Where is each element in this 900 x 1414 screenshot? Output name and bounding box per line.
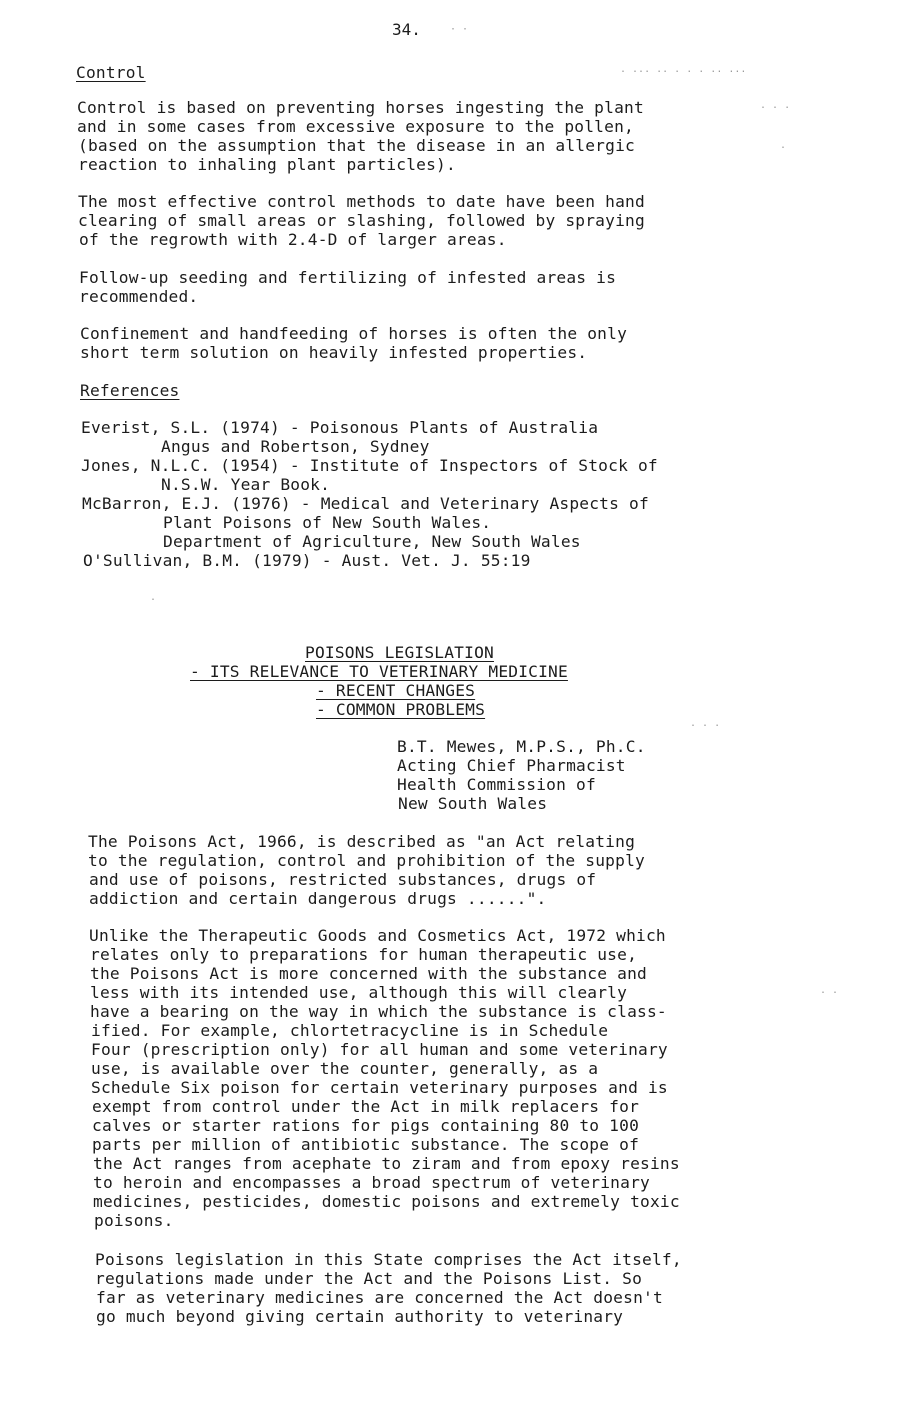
article-para-line: calves or starter rations for pigs containing 80 to 100 <box>92 1116 640 1135</box>
author-line: New South Wales <box>398 794 548 813</box>
control-heading: Control <box>76 63 146 82</box>
control-para-line: Confinement and handfeeding of horses is often the only <box>80 324 628 343</box>
reference-line: Angus and Robertson, Sydney <box>161 437 430 456</box>
control-para-line: reaction to inhaling plant particles). <box>78 155 456 174</box>
page-number: 34. <box>392 20 421 39</box>
scan-speck: . ... .. . . . .. ... <box>620 64 747 75</box>
control-para-line: The most effective control methods to date have been hand <box>78 192 645 211</box>
article-para-line: use, is available over the counter, generally, as a <box>91 1059 599 1078</box>
scan-speck: · · <box>450 24 469 35</box>
scan-speck: . <box>780 140 787 151</box>
control-para-line: Control is based on preventing horses ingesting the plant <box>77 98 644 117</box>
article-title-line: - COMMON PROBLEMS <box>316 700 486 719</box>
control-para-line: Follow-up seeding and fertilizing of infested areas is <box>79 268 617 287</box>
article-para-line: Poisons legislation in this State comprises the Act itself, <box>95 1250 682 1269</box>
article-para-line: the Act ranges from acephate to ziram and from epoxy resins <box>93 1154 680 1173</box>
author-line: B.T. Mewes, M.P.S., Ph.C. <box>397 737 646 756</box>
article-para-line: have a bearing on the way in which the substance is class- <box>90 1002 667 1021</box>
article-para-line: less with its intended use, although this will clearly <box>90 983 628 1002</box>
reference-line: McBarron, E.J. (1976) - Medical and Veterinary Aspects of <box>82 494 649 513</box>
article-para-line: ified. For example, chlortetracycline is in Schedule <box>91 1021 609 1040</box>
scan-speck: . . . <box>690 718 721 729</box>
reference-line: Plant Poisons of New South Wales. <box>163 513 492 532</box>
article-title-line: - RECENT CHANGES <box>316 681 476 700</box>
author-line: Acting Chief Pharmacist <box>397 756 626 775</box>
article-para-line: addiction and certain dangerous drugs ......". <box>89 889 547 908</box>
article-para-line: exempt from control under the Act in milk replacers for <box>92 1097 640 1116</box>
control-para-line: recommended. <box>79 287 199 306</box>
reference-line: Jones, N.L.C. (1954) - Institute of Inspectors of Stock of <box>81 456 658 475</box>
reference-line: N.S.W. Year Book. <box>161 475 331 494</box>
author-line: Health Commission of <box>397 775 596 794</box>
article-title-line: - ITS RELEVANCE TO VETERINARY MEDICINE <box>190 662 568 681</box>
article-para-line: relates only to preparations for human therapeutic use, <box>90 945 638 964</box>
article-para-line: poisons. <box>94 1211 174 1230</box>
control-para-line: short term solution on heavily infested properties. <box>80 343 588 362</box>
article-para-line: to the regulation, control and prohibition of the supply <box>88 851 645 870</box>
article-para-line: Four (prescription only) for all human and some veterinary <box>91 1040 668 1059</box>
control-para-line: clearing of small areas or slashing, followed by spraying <box>78 211 645 230</box>
scan-speck: . <box>150 592 157 603</box>
control-para-line: (based on the assumption that the disease in an allergic <box>78 136 635 155</box>
article-para-line: the Poisons Act is more concerned with the substance and <box>90 964 647 983</box>
reference-line: Department of Agriculture, New South Wales <box>163 532 581 551</box>
control-para-line: and in some cases from excessive exposure to the pollen, <box>77 117 634 136</box>
article-para-line: parts per million of antibiotic substance. The scope of <box>92 1135 640 1154</box>
article-para-line: The Poisons Act, 1966, is described as "an Act relating <box>88 832 636 851</box>
article-title-line: POISONS LEGISLATION <box>305 643 494 662</box>
article-para-line: go much beyond giving certain authority to veterinary <box>96 1307 624 1326</box>
article-para-line: far as veterinary medicines are concerned the Act doesn't <box>96 1288 663 1307</box>
scan-speck: . . . <box>760 100 791 111</box>
article-para-line: to heroin and encompasses a broad spectrum of veterinary <box>93 1173 650 1192</box>
reference-line: O'Sullivan, B.M. (1979) - Aust. Vet. J. 55:19 <box>83 551 531 570</box>
article-para-line: Unlike the Therapeutic Goods and Cosmetics Act, 1972 which <box>89 926 666 945</box>
article-para-line: medicines, pesticides, domestic poisons and extremely toxic <box>93 1192 680 1211</box>
reference-line: Everist, S.L. (1974) - Poisonous Plants of Australia <box>81 418 599 437</box>
article-para-line: Schedule Six poison for certain veterinary purposes and is <box>91 1078 668 1097</box>
article-para-line: and use of poisons, restricted substances, drugs of <box>89 870 597 889</box>
control-para-line: of the regrowth with 2.4-D of larger areas. <box>79 230 507 249</box>
references-heading: References <box>80 381 180 400</box>
article-para-line: regulations made under the Act and the Poisons List. So <box>95 1269 643 1288</box>
scan-speck: . . <box>820 985 839 996</box>
